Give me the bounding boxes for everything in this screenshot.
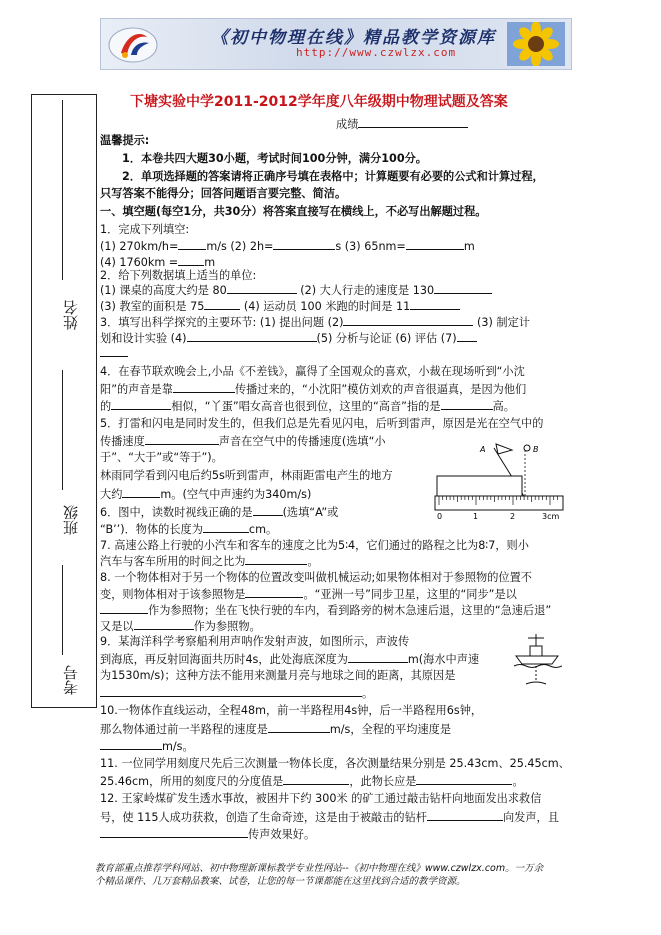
q1-line-2: (4) 1760km = m	[100, 256, 216, 269]
q3-blank-3[interactable]	[457, 330, 477, 342]
q8-line-2: 变，则物体相对于该参照物是 。“亚洲一号”同步卫星，这里的“同步”是以	[100, 588, 517, 601]
q4-blank-1[interactable]	[173, 381, 235, 393]
q8-line-4: 又是以 作为参照物。	[100, 620, 261, 633]
q5-blank-1[interactable]	[145, 433, 219, 445]
q2-blank-1[interactable]	[227, 282, 297, 294]
q9-blank-2[interactable]	[100, 685, 362, 697]
q6-blank-2[interactable]	[203, 521, 249, 533]
q3-blank-1[interactable]	[343, 314, 473, 326]
q12-line-1: 12. 王家岭煤矿发生透水事故，被困井下约 300米 的矿工通过敲击钻杆向地面发出求救信	[100, 792, 542, 805]
section-1-heading: 一、填空题(每空1分，共30分）将答案直接写在横线上，不必写出解题过程。	[100, 205, 487, 218]
ruler-label-3: 3cm	[542, 512, 560, 521]
q5-line-2: 传播速度 声音在空气中的传播速度(选填“小	[100, 435, 386, 448]
q8-line-1: 8. 一个物体相对于另一个物体的位置改变叫做机械运动;如果物体相对于参照物的位置不	[100, 571, 532, 584]
tip-2a: 2．单项选择题的答案请将正确序号填在表格中；计算题要有必要的公式和计算过程，	[122, 170, 544, 183]
ruler-label-0: 0	[437, 512, 443, 521]
q7-line-1: 7. 高速公路上行驶的小汽车和客车的速度之比为5∶4，它们通过的路程之比为8∶7，则小	[100, 539, 529, 552]
q9-line-2: 到海底，再反射回海面共历时4s，此处海底深度为 m(海水中声速	[100, 653, 480, 666]
q12-line-3: 传声效果好。	[100, 826, 315, 843]
q4-blank-3[interactable]	[441, 398, 493, 410]
q5-line-1: 5．打雷和闪电是同时发生的，但我们总是先看见闪电，后听到雷声，原因是光在空气中的	[100, 417, 544, 430]
q1-blank-1[interactable]	[178, 238, 206, 250]
q11-blank-1[interactable]	[283, 773, 349, 785]
exam-no-label: 考号	[62, 665, 80, 695]
q1-line-1: (1) 270km/h= m/s (2) 2h= s (3) 65nm= m	[100, 240, 475, 253]
footer-line-1: 教育部重点推荐学科网站、初中物理新课标教学专业性网站--《初中物理在线》www.czwlzx.com。一万余	[95, 863, 544, 874]
sonar-ship-figure	[512, 630, 562, 688]
eye-a-label: A	[480, 445, 486, 454]
class-label: 班级	[62, 505, 80, 535]
q2-blank-2[interactable]	[434, 282, 492, 294]
q8-line-3: 作为参照物；坐在飞快行驶的车内，看到路旁的树木急速后退，这里的“急速后退”	[100, 602, 551, 619]
q8-blank-3[interactable]	[134, 618, 194, 630]
q1-blank-2[interactable]	[273, 238, 335, 250]
score-label: 成绩	[336, 118, 359, 131]
q4-line-2: 阳”的声音是靠 传播过来的，“小沈阳”模仿刘欢的声音很逼真，是因为他们	[100, 383, 527, 396]
q3-line-2: 划和设计实验 (4) (5) 分析与论证 (6) 评估 (7)	[100, 330, 477, 347]
q12-line-2: 号，使 115人成功获救，创造了生命奇迹，这是由于被敲击的钻杆 向发声，且	[100, 811, 559, 824]
q10-blank-1[interactable]	[268, 721, 330, 733]
q12-blank-1[interactable]	[427, 809, 503, 821]
page-footer	[95, 862, 635, 888]
tip-2b: 只写答案不能得分；回答问题语言要完整、简洁。	[100, 187, 347, 200]
q9-line-1: 9．某海洋科学考察船利用声呐作发射声波，如图所示，声波传	[100, 635, 410, 648]
q6-blank-1[interactable]	[253, 504, 283, 516]
q5-line-4: 林雨同学看到闪电后约5s听到雷声，林雨距雷电产生的地方	[100, 469, 393, 482]
q1-head: 1．完成下列填空:	[100, 223, 190, 236]
q11-line-2: 25.46cm，所用的刻度尺的分度值是 ，此物长应是 。	[100, 775, 524, 788]
q3-line-3	[100, 345, 128, 362]
banner-url[interactable]: http://www.czwlzx.com	[296, 46, 457, 59]
tip-1: 1．本卷共四大题30小题，考试时间100分钟，满分100分。	[122, 152, 427, 165]
q11-blank-2[interactable]	[416, 773, 512, 785]
measured-object	[437, 476, 522, 496]
q5-line-3: 于”、“大于”或“等于”)。	[100, 451, 223, 464]
q2-line-2: (3) 教室的面积是 75 (4) 运动员 100 米跑的时间是 11	[100, 298, 460, 315]
page-title: 下塘实验中学2011-2012学年度八年级期中物理试题及答案	[130, 94, 508, 110]
name-label: 姓名	[62, 300, 80, 330]
q11-line-1: 11. 一位同学用刻度尺先后三次测量一物体长度，各次测量结果分别是 25.43cm、25.45cm、	[100, 757, 570, 770]
q1-blank-4[interactable]	[178, 254, 204, 266]
q10-line-2: 那么物体通过前一半路程的速度是 m/s，全程的平均速度是	[100, 723, 452, 736]
q8-blank-1[interactable]	[245, 586, 303, 598]
score-blank[interactable]	[358, 116, 468, 128]
q7-line-2: 汽车与客车所用的时间之比为 。	[100, 555, 319, 568]
sunflower-icon	[507, 22, 565, 66]
q3-line-1: 3．填写出科学探究的主要环节: (1) 提出问题 (2) (3) 制定计	[100, 316, 530, 329]
ruler	[435, 496, 563, 510]
q12-blank-2[interactable]	[100, 826, 248, 838]
q9-blank-1[interactable]	[348, 651, 408, 663]
q1-blank-3[interactable]	[406, 238, 464, 250]
q2-line-1: (1) 课桌的高度大约是 80 (2) 大人行走的速度是 130	[100, 282, 492, 299]
banner-title: 《初中物理在线》精品教学资源库	[211, 28, 496, 48]
ruler-label-2: 2	[510, 512, 516, 521]
q3-blank-2[interactable]	[187, 330, 317, 342]
q9-line-3: 为1530m/s)；这种方法不能用来测量月亮与地球之间的距离，其原因是	[100, 669, 456, 682]
q10-blank-2[interactable]	[100, 738, 162, 750]
exam-no-line	[62, 565, 77, 655]
ruler-figure	[432, 440, 567, 522]
q5-blank-2[interactable]	[122, 486, 160, 498]
eye-b-label: B	[533, 445, 539, 454]
score-row	[336, 116, 468, 133]
q7-blank-1[interactable]	[245, 553, 307, 565]
site-logo-icon	[107, 23, 159, 65]
q4-blank-2[interactable]	[111, 398, 171, 410]
q4-line-3: 的 相似，“丫蛋”唱女高音也很到位，这里的“高音”指的是 高。	[100, 400, 515, 413]
q6-line-2: “B’’)．物体的长度为 cm。	[100, 523, 278, 536]
q10-line-1: 10.一物体作直线运动，全程48m，前一半路程用4s钟，后一半路程用6s钟，	[100, 704, 483, 717]
tips-heading: 温馨提示:	[100, 134, 150, 147]
q8-blank-2[interactable]	[100, 602, 148, 614]
q9-line-4: 。	[100, 685, 373, 702]
header-banner	[100, 18, 572, 70]
q4-line-1: 4．在春节联欢晚会上,小品《不差钱》，赢得了全国观众的喜欢，小裁在现场听到“小沈	[100, 365, 525, 378]
footer-line-2: 个精品课件、几万套精品教案、试卷，让您的每一节课都能在这里找到合适的教学资源。	[95, 876, 466, 887]
q10-line-3: m/s。	[100, 738, 194, 755]
q2-head: 2．给下列数据填上适当的单位:	[100, 269, 257, 282]
q2-blank-3[interactable]	[204, 298, 240, 310]
ruler-label-1: 1	[473, 512, 479, 521]
name-line	[62, 100, 77, 280]
class-line	[62, 370, 77, 490]
q6-line-1: 6．图中，读数时视线正确的是 (选填“A”或	[100, 506, 339, 519]
q2-blank-4[interactable]	[410, 298, 460, 310]
q3-blank-4[interactable]	[100, 345, 128, 357]
q5-line-5: 大约 m。(空气中声速约为340m/s)	[100, 488, 312, 501]
